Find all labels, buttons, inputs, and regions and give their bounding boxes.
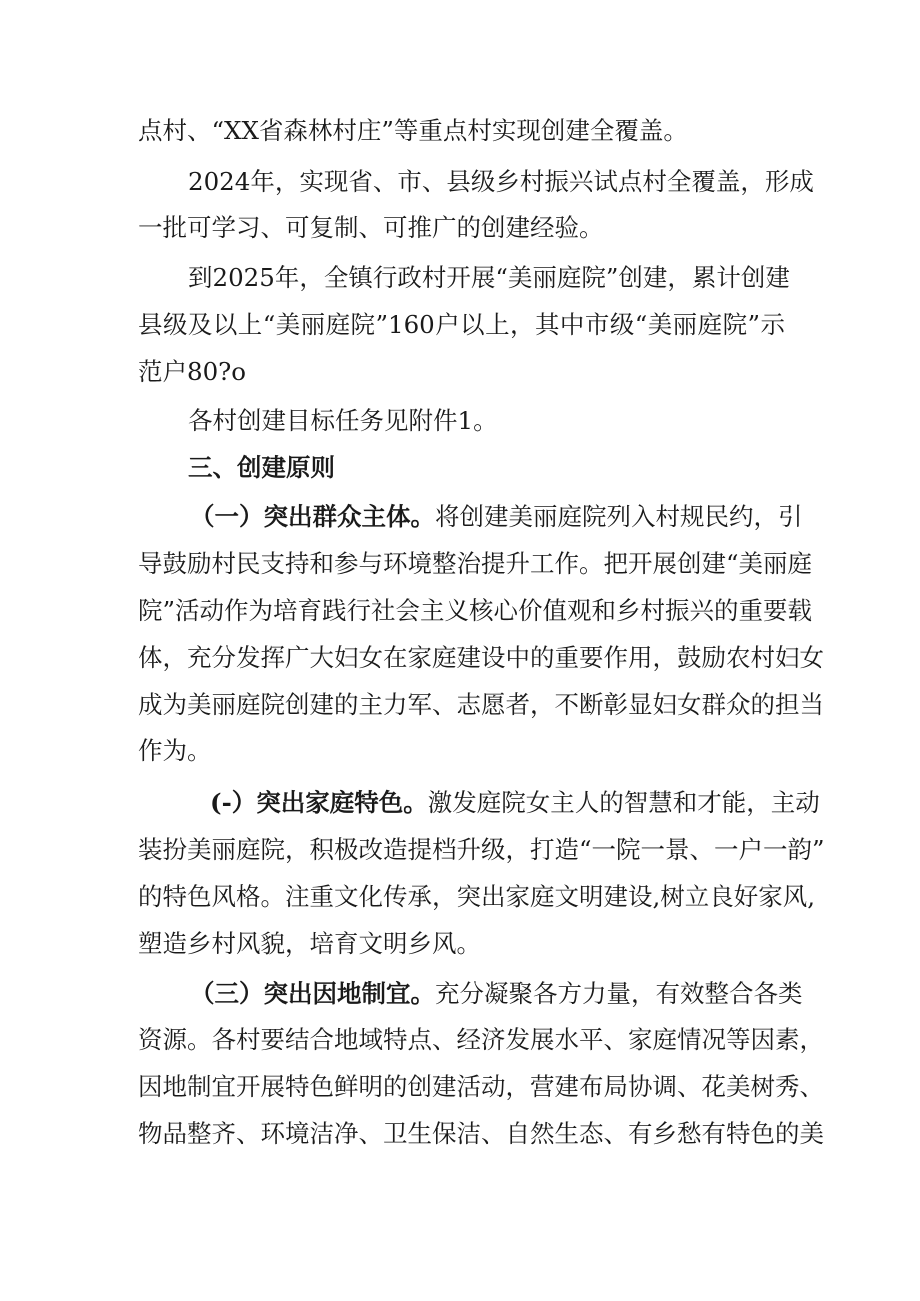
text-line: 作为。	[138, 736, 212, 765]
text-line: 县级及以上“美丽庭院”160户以上，其中市级“美丽庭院”示	[138, 310, 785, 339]
text-line: 导鼓励村民支持和参与环境整治提升工作。把开展创建“美丽庭	[138, 549, 813, 578]
text-line: 点村、“XX省森林村庄”等重点村实现创建全覆盖。	[138, 116, 688, 145]
text-line: 物品整齐、环境洁净、卫生保洁、自然生态、有乡愁有特色的美	[138, 1119, 824, 1148]
section-heading: 三、创建原则	[188, 453, 335, 482]
text-line: 各村创建目标任务见附件1。	[188, 406, 498, 435]
text-line: 范户80?o	[138, 357, 247, 386]
text-line: 资源。各村要结合地域特点、经济发展水平、家庭情况等因素，	[138, 1025, 824, 1054]
text-line	[210, 786, 820, 820]
text-line: 因地制宜开展特色鲜明的创建活动，营建布局协调、花美树秀、	[138, 1072, 824, 1101]
text-line: 一批可学习、可复制、可推广的创建经验。	[138, 213, 604, 242]
text-line: 装扮美丽庭院，积极改造提档升级，打造“一院一景、一户一韵”	[138, 835, 825, 864]
text-line: 成为美丽庭院创建的主力军、志愿者，不断彰显妇女群众的担当	[138, 690, 824, 719]
text-line: 的特色风格。注重文化传承，突出家庭文明建设,树立良好家风,	[138, 882, 816, 911]
text-line: 院”活动作为培育践行社会主义核心价值观和乡村振兴的重要载	[138, 596, 813, 625]
text-line: 塑造乡村风貌，培育文明乡风。	[138, 929, 481, 958]
item-title: （三）突出因地制宜。	[190, 979, 435, 1008]
text-line: 体，充分发挥广大妇女在家庭建设中的重要作用，鼓励农村妇女	[138, 643, 824, 672]
text-line	[190, 977, 803, 1011]
item-text: 充分凝聚各方力量，有效整合各类	[435, 979, 803, 1008]
text-line: 2024年，实现省、市、县级乡村振兴试点村全覆盖，形成	[188, 167, 814, 196]
item-title: （一）突出群众主体。	[190, 502, 435, 531]
item-title: (-）突出家庭特色。	[210, 788, 428, 817]
item-text: 将创建美丽庭院列入村规民约，引	[435, 502, 803, 531]
item-text: 激发庭院女主人的智慧和才能，主动	[427, 788, 820, 817]
text-line: 到2025年，全镇行政村开展“美丽庭院”创建，累计创建	[188, 263, 790, 292]
text-line	[190, 500, 803, 534]
